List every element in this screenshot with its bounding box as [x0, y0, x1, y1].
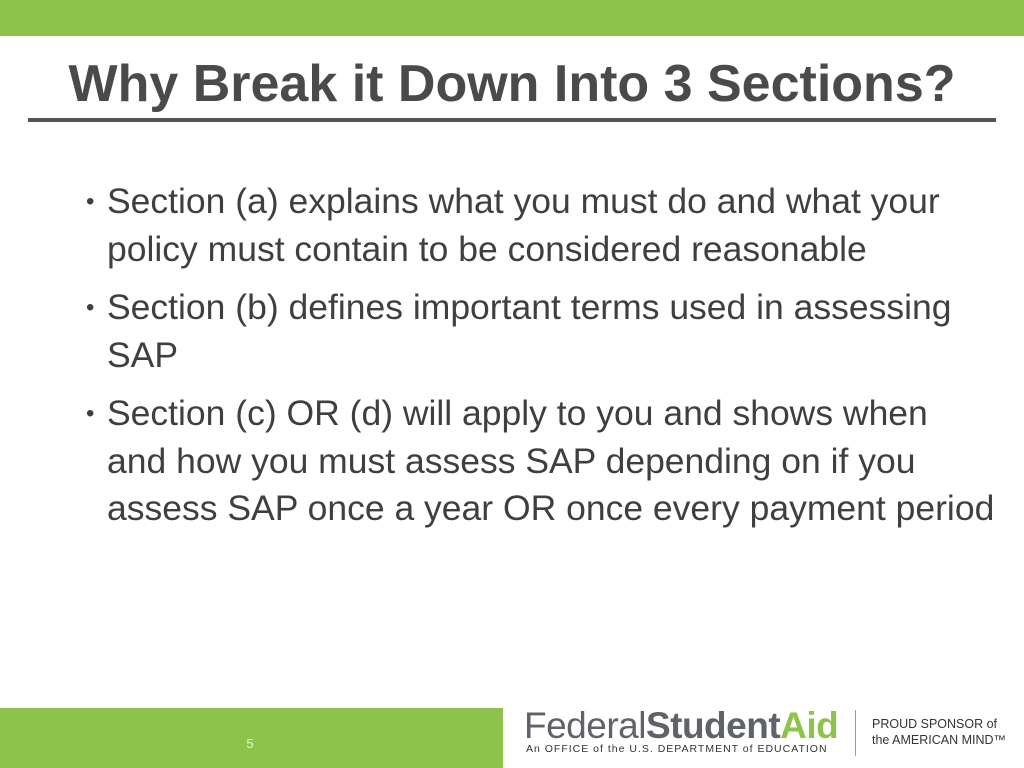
sponsor-line-1: PROUD SPONSOR of [872, 717, 998, 731]
bullet-dot-icon: • [86, 294, 95, 321]
top-accent-bar [0, 0, 1024, 36]
title-underline [28, 118, 996, 122]
bullet-dot-icon: • [86, 188, 95, 215]
sponsor-text [872, 716, 1022, 748]
bullet-text: Section (a) explains what you must do and what your policy must contain to be considered reasonable [107, 181, 940, 269]
logo-tagline: An OFFICE of the U.S. DEPARTMENT of EDUCATION [526, 743, 828, 755]
logo-aid: Aid [780, 705, 839, 746]
bullet-item [86, 284, 996, 379]
bullet-text: Section (b) defines important terms used in assessing SAP [107, 287, 952, 375]
bullet-item [86, 390, 996, 533]
slide-title: Why Break it Down Into 3 Sections? [68, 55, 956, 113]
bullet-dot-icon: • [86, 400, 95, 427]
bullet-item [86, 178, 996, 273]
bullet-list [86, 178, 996, 544]
bullet-text: Section (c) OR (d) will apply to you and shows when and how you must assess SAP depending on if you assess SAP once a year OR once every payment period [107, 393, 995, 528]
federal-student-aid-logo [524, 706, 844, 762]
logo-student: Student [645, 705, 781, 746]
logo-wordmark [524, 706, 838, 746]
logo-federal: Federal [524, 705, 646, 746]
logo-divider [855, 710, 856, 756]
page-number: 5 [246, 736, 254, 751]
sponsor-line-2: the AMERICAN MIND™ [872, 733, 1007, 747]
